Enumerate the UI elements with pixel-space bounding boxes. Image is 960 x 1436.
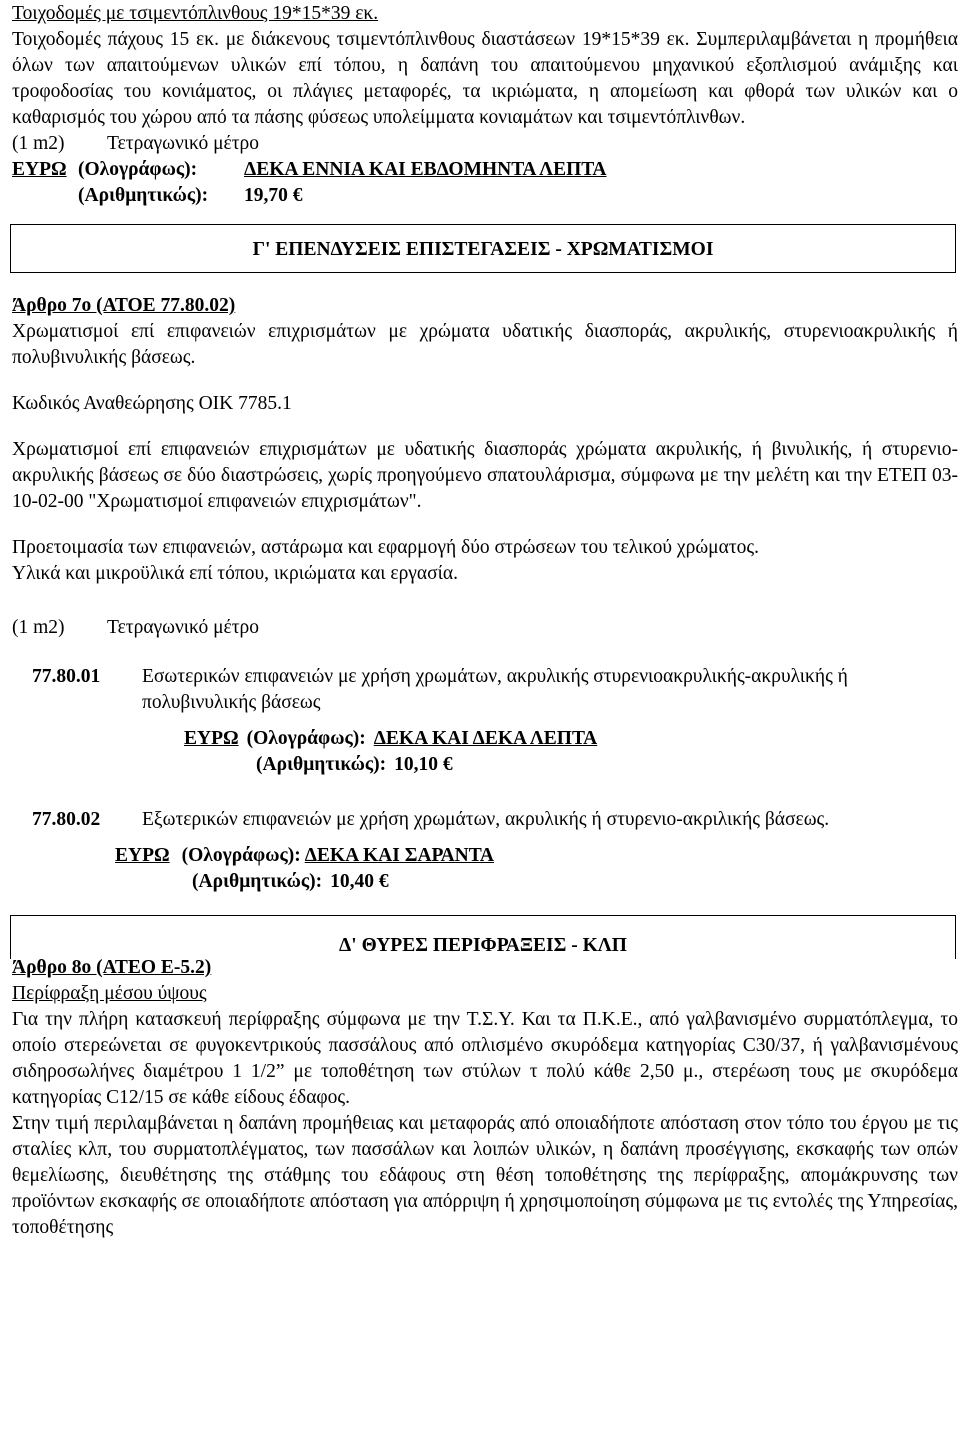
price-euro-label: ΕΥΡΩ — [115, 845, 170, 866]
price-words-row — [115, 843, 958, 869]
unit-code: (1 m2) — [12, 617, 65, 638]
item-code: 77.80.01 — [32, 666, 101, 687]
price-number-row — [256, 752, 958, 778]
article-paragraph: Στην τιμή περιλαμβάνεται η δαπάνη προμήθειας και μεταφοράς από οποιαδήποτε απόσταση στον τόπο του έργου με τις σταλίες κλπ, του συρματοπλέγματος, των πασσάλων και λοιπών υλικών, η δαπάνη προσέγγισης, εκσκαφής των οπών θεμελίωσης, διευθέτησης της στάθμης του εδάφους στη θέση τοποθέτησης της περίφραξης, απομάκρυνσης των προϊόντων εκσκαφής σε οποιαδήποτε απόσταση για απόρριψη ή χρησιμοποίηση σύμφωνα με τις εντολές της Υπηρεσίας, τοποθέτησης — [12, 1113, 958, 1238]
price-item — [32, 807, 958, 895]
item-code: 77.80.02 — [32, 809, 101, 830]
prep-line-1: Προετοιμασία των επιφανειών, αστάρωμα και εφαρμογή δύο στρώσεων του τελικού χρώματος. — [12, 537, 760, 558]
article-intro: Χρωματισμοί επί επιφανειών επιχρισμάτων με χρώματα υδατικής διασποράς, ακρυλικής, στυρενιοακρυλικής ή πολυβινυλικής βάσεως. — [12, 321, 958, 368]
price-euro-label: ΕΥΡΩ — [12, 159, 67, 180]
article-subtitle: Περίφραξη μέσου ύψους — [12, 983, 207, 1004]
price-number-label: (Αριθμητικώς): — [256, 754, 387, 775]
price-words-label: (Ολογράφως): — [78, 159, 198, 180]
section-heading-text: Γ' ΕΠΕΝΔΥΣΕΙΣ ΕΠΙΣΤΕΓΑΣΕΙΣ - ΧΡΩΜΑΤΙΣΜΟΙ — [252, 239, 714, 260]
section-heading-c — [10, 224, 956, 273]
price-words: ΔΕΚΑ ΚΑΙ ΣΑΡΑΝΤΑ — [304, 845, 494, 866]
unit-row — [12, 131, 958, 157]
article-title: Άρθρο 7ο (ΑΤΟΕ 77.80.02) — [12, 295, 236, 316]
item-subtitle: Τοιχοδομές με τσιμεντόπλινθους 19*15*39 εκ. — [12, 3, 379, 24]
item-description: Εξωτερικών επιφανειών με χρήση χρωμάτων, ακρυλικής ή στυρενιο-ακριλικής βάσεως. — [142, 809, 830, 830]
article-title: Άρθρο 8ο (ΑΤΕΟ Ε-5.2) — [12, 957, 212, 978]
price-words-label: (Ολογράφως): — [246, 728, 366, 749]
price-number-label: (Αριθμητικώς): — [192, 871, 323, 892]
article-paragraph: Για την πλήρη κατασκευή περίφραξης σύμφωνα με την Τ.Σ.Υ. Και τα Π.Κ.Ε., από γαλβανισμένο συρματόπλεγμα, το οποίο στερεώνεται σε φυγοκεντρικούς πασσάλους από οπλισμένο σκυρόδεμα κατηγορίας C30/37, ή γαλβανισμένους σιδηροσωλήνες διαμέτρου 1 1/2” με τοποθέτηση των στύλων τ πολύ κάθε 2,50 μ., στερέωση τους με σκυρόδεμα κατηγορίας C12/15 σε κάθε είδους έδαφος. — [12, 1009, 958, 1108]
document-page — [12, 0, 958, 1241]
unit-code: (1 m2) — [12, 133, 65, 154]
price-number-row — [192, 869, 958, 895]
price-words-row — [184, 726, 958, 752]
unit-row — [12, 615, 958, 641]
section-heading-d — [10, 915, 956, 959]
review-code: Κωδικός Αναθεώρησης ΟΙΚ 7785.1 — [12, 393, 292, 414]
article-description: Χρωματισμοί επί επιφανειών επιχρισμάτων με υδατικής διασποράς χρώματα ακρυλικής, ή βινυλικής, ή στυρενιο-ακρυλικής βάσεως σε δύο διαστρώσεις, χωρίς προηγούμενο σπατουλάρισμα, σύμφωνα με την μελέτη και την ΕΤΕΠ 03-10-02-00 "Χρωματισμοί επιφανειών επιχρισμάτων". — [12, 439, 958, 512]
price-number-label: (Αριθμητικώς): — [78, 185, 209, 206]
price-number: 10,10 € — [394, 754, 453, 775]
unit-name: Τετραγωνικό μέτρο — [107, 617, 260, 638]
price-words-label: (Ολογράφως): — [181, 845, 301, 866]
price-number: 10,40 € — [330, 871, 389, 892]
price-euro-label: ΕΥΡΩ — [184, 728, 239, 749]
price-number: 19,70 € — [244, 185, 303, 206]
price-words: ΔΕΚΑ ΚΑΙ ΔΕΚΑ ΛΕΠΤΑ — [373, 728, 598, 749]
item-description: Τοιχοδομές πάχους 15 εκ. με διάκενους τσιμεντόπλινθους διαστάσεων 19*15*39 εκ. Συμπεριλαμβάνεται η προμήθεια όλων των απαιτούμενων υλικών επί τόπου, η δαπάνη του απαιτούμενου μηχανικού εξοπλισμού ανάμιξης και τροφοδοσίας του κονιάματος, οι πλάγιες μεταφορές, τα ικριώματα, η απομείωση και φθορά των υλικών και ο καθαρισμός του χώρου από τα πάσης φύσεως υπολείμματα κονιαμάτων και τσιμεντόπλινθων. — [12, 29, 958, 128]
section-heading-text: Δ' ΘΥΡΕΣ ΠΕΡΙΦΡΑΞΕΙΣ - ΚΛΠ — [339, 935, 627, 956]
unit-name: Τετραγωνικό μέτρο — [107, 133, 260, 154]
price-words: ΔΕΚΑ ΕΝΝΙΑ ΚΑΙ ΕΒΔΟΜΗΝΤΑ ΛΕΠΤΑ — [244, 159, 607, 180]
item-description: Εσωτερικών επιφανειών με χρήση χρωμάτων, ακρυλικής στυρενιοακρυλικής-ακρυλικής ή πολυβινυλικής βάσεως — [142, 666, 848, 713]
price-number-row — [12, 183, 958, 209]
prep-line-2: Υλικά και μικροϋλικά επί τόπου, ικριώματα και εργασία. — [12, 563, 458, 584]
price-item — [32, 664, 958, 778]
price-words-row — [12, 157, 958, 183]
